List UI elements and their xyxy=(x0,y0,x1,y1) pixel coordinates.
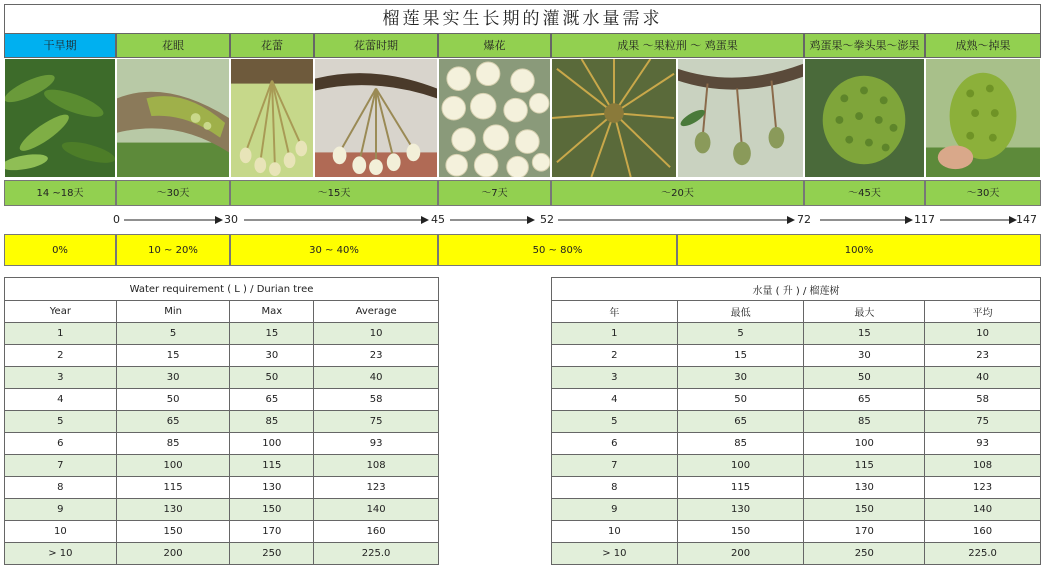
min-cell: 50 xyxy=(116,389,230,411)
axis-tick-72: 72 xyxy=(797,213,811,226)
min-cell: 100 xyxy=(677,455,804,477)
stage-header-fruit-set: 成果 ～果粒刑 ～ 鸡蛋果 xyxy=(551,34,804,58)
year-cell: 6 xyxy=(5,433,117,455)
min-cell: 150 xyxy=(116,521,230,543)
max-cell: 65 xyxy=(230,389,314,411)
max-cell: 130 xyxy=(804,477,925,499)
min-cell: 85 xyxy=(116,433,230,455)
min-cell: 200 xyxy=(677,543,804,565)
stage-header-flower-bud: 花蕾 xyxy=(230,34,314,58)
year-cell: 3 xyxy=(5,367,117,389)
year-cell: 9 xyxy=(552,499,678,521)
axis-tick-45: 45 xyxy=(431,213,445,226)
min-cell: 5 xyxy=(116,323,230,345)
max-cell: 50 xyxy=(804,367,925,389)
stage-header-drought: 干旱期 xyxy=(4,34,116,58)
min-cell: 200 xyxy=(116,543,230,565)
fruit-set-photo xyxy=(551,58,677,178)
duration-bud: ～15天 xyxy=(230,180,438,206)
water-table-en xyxy=(4,277,439,565)
year-cell: 10 xyxy=(552,521,678,543)
column-header-max: Max xyxy=(230,301,314,323)
min-cell: 150 xyxy=(677,521,804,543)
min-cell: 30 xyxy=(677,367,804,389)
table-row xyxy=(552,543,1041,565)
stage-header-flower-eye: 花眼 xyxy=(116,34,230,58)
table-row xyxy=(552,477,1041,499)
min-cell: 65 xyxy=(116,411,230,433)
water-percent-drought: 0% xyxy=(4,234,116,266)
column-header-average: Average xyxy=(314,301,439,323)
axis-tick-52: 52 xyxy=(540,213,554,226)
table-row xyxy=(552,367,1041,389)
table-row xyxy=(552,455,1041,477)
table-row xyxy=(5,543,439,565)
max-cell: 50 xyxy=(230,367,314,389)
stage-header-ripe: 成熟～掉果 xyxy=(925,34,1041,58)
max-cell: 100 xyxy=(804,433,925,455)
max-cell: 170 xyxy=(230,521,314,543)
average-cell: 58 xyxy=(925,389,1041,411)
year-cell: 8 xyxy=(552,477,678,499)
year-cell: > 10 xyxy=(552,543,678,565)
min-cell: 15 xyxy=(116,345,230,367)
year-cell: 10 xyxy=(5,521,117,543)
max-cell: 15 xyxy=(804,323,925,345)
year-cell: 9 xyxy=(5,499,117,521)
average-cell: 160 xyxy=(314,521,439,543)
max-cell: 250 xyxy=(230,543,314,565)
min-cell: 130 xyxy=(116,499,230,521)
duration-drought: 14 ~18天 xyxy=(4,180,116,206)
column-header-max: 最大 xyxy=(804,301,925,323)
water-percent-bud: 30 ~ 40% xyxy=(230,234,438,266)
axis-tick-147: 147 xyxy=(1016,213,1037,226)
table-row xyxy=(552,499,1041,521)
small-fruit-photo xyxy=(677,58,804,178)
average-cell: 23 xyxy=(314,345,439,367)
average-cell: 123 xyxy=(925,477,1041,499)
max-cell: 30 xyxy=(230,345,314,367)
average-cell: 58 xyxy=(314,389,439,411)
duration-flower-eye: ～30天 xyxy=(116,180,230,206)
table-row xyxy=(5,433,439,455)
axis-tick-0: 0 xyxy=(113,213,120,226)
table-row xyxy=(552,389,1041,411)
column-header-average: 平均 xyxy=(925,301,1041,323)
average-cell: 160 xyxy=(925,521,1041,543)
average-cell: 108 xyxy=(314,455,439,477)
max-cell: 170 xyxy=(804,521,925,543)
column-header-min: 最低 xyxy=(677,301,804,323)
max-cell: 130 xyxy=(230,477,314,499)
duration-fruit-set: ～20天 xyxy=(551,180,804,206)
year-cell: 8 xyxy=(5,477,117,499)
min-cell: 15 xyxy=(677,345,804,367)
average-cell: 75 xyxy=(314,411,439,433)
min-cell: 50 xyxy=(677,389,804,411)
table-row xyxy=(5,345,439,367)
table-row xyxy=(5,323,439,345)
average-cell: 40 xyxy=(314,367,439,389)
average-cell: 10 xyxy=(925,323,1041,345)
table-caption: Water requirement ( L ) / Durian tree xyxy=(5,278,439,301)
flower-cluster-photo xyxy=(314,58,438,178)
stage-header-blossom: 爆花 xyxy=(438,34,551,58)
year-cell: 4 xyxy=(5,389,117,411)
column-header-min: Min xyxy=(116,301,230,323)
year-cell: 2 xyxy=(552,345,678,367)
max-cell: 100 xyxy=(230,433,314,455)
ripe-durian-photo xyxy=(925,58,1041,178)
max-cell: 30 xyxy=(804,345,925,367)
column-header-year: 年 xyxy=(552,301,678,323)
year-cell: > 10 xyxy=(5,543,117,565)
year-cell: 4 xyxy=(552,389,678,411)
average-cell: 225.0 xyxy=(314,543,439,565)
min-cell: 100 xyxy=(116,455,230,477)
year-cell: 1 xyxy=(552,323,678,345)
average-cell: 140 xyxy=(925,499,1041,521)
year-cell: 7 xyxy=(552,455,678,477)
water-percent-growth: 100% xyxy=(677,234,1041,266)
year-cell: 5 xyxy=(5,411,117,433)
year-cell: 6 xyxy=(552,433,678,455)
average-cell: 140 xyxy=(314,499,439,521)
water-percent-blossom-fruit: 50 ~ 80% xyxy=(438,234,677,266)
stage-header-bud-period: 花蕾时期 xyxy=(314,34,438,58)
average-cell: 108 xyxy=(925,455,1041,477)
min-cell: 85 xyxy=(677,433,804,455)
year-cell: 1 xyxy=(5,323,117,345)
average-cell: 225.0 xyxy=(925,543,1041,565)
table-row xyxy=(5,521,439,543)
page-title: 榴莲果实生长期的灌溉水量需求 xyxy=(4,4,1041,34)
average-cell: 75 xyxy=(925,411,1041,433)
duration-ripe: ～30天 xyxy=(925,180,1041,206)
green-durian-photo xyxy=(804,58,925,178)
max-cell: 150 xyxy=(804,499,925,521)
table-row xyxy=(5,455,439,477)
duration-fruit-growth: ～45天 xyxy=(804,180,925,206)
axis-tick-30: 30 xyxy=(224,213,238,226)
column-header-year: Year xyxy=(5,301,117,323)
table-row xyxy=(5,411,439,433)
flower-bud-photo xyxy=(230,58,314,178)
durian-leaves-photo xyxy=(4,58,116,178)
min-cell: 130 xyxy=(677,499,804,521)
table-row xyxy=(552,411,1041,433)
year-cell: 5 xyxy=(552,411,678,433)
average-cell: 40 xyxy=(925,367,1041,389)
table-row xyxy=(552,521,1041,543)
table-row xyxy=(5,477,439,499)
table-row xyxy=(552,323,1041,345)
year-cell: 2 xyxy=(5,345,117,367)
table-row xyxy=(552,345,1041,367)
table-row xyxy=(5,389,439,411)
water-table-cn xyxy=(551,277,1041,565)
average-cell: 23 xyxy=(925,345,1041,367)
water-percent-flower-eye: 10 ~ 20% xyxy=(116,234,230,266)
max-cell: 15 xyxy=(230,323,314,345)
average-cell: 10 xyxy=(314,323,439,345)
table-row xyxy=(5,499,439,521)
average-cell: 123 xyxy=(314,477,439,499)
year-cell: 3 xyxy=(552,367,678,389)
average-cell: 93 xyxy=(314,433,439,455)
min-cell: 115 xyxy=(677,477,804,499)
min-cell: 115 xyxy=(116,477,230,499)
table-caption: 水量 ( 升 ) / 榴莲树 xyxy=(552,278,1041,301)
min-cell: 5 xyxy=(677,323,804,345)
axis-tick-117: 117 xyxy=(914,213,935,226)
max-cell: 250 xyxy=(804,543,925,565)
max-cell: 115 xyxy=(804,455,925,477)
min-cell: 30 xyxy=(116,367,230,389)
table-row xyxy=(552,433,1041,455)
min-cell: 65 xyxy=(677,411,804,433)
blossom-photo xyxy=(438,58,551,178)
max-cell: 65 xyxy=(804,389,925,411)
duration-blossom: ～7天 xyxy=(438,180,551,206)
max-cell: 85 xyxy=(230,411,314,433)
max-cell: 85 xyxy=(804,411,925,433)
stage-header-fruit-growth: 鸡蛋果～拳头果～澎果 xyxy=(804,34,925,58)
day-axis xyxy=(4,206,1041,234)
table-row xyxy=(5,367,439,389)
durian-branch-photo xyxy=(116,58,230,178)
max-cell: 115 xyxy=(230,455,314,477)
max-cell: 150 xyxy=(230,499,314,521)
year-cell: 7 xyxy=(5,455,117,477)
average-cell: 93 xyxy=(925,433,1041,455)
